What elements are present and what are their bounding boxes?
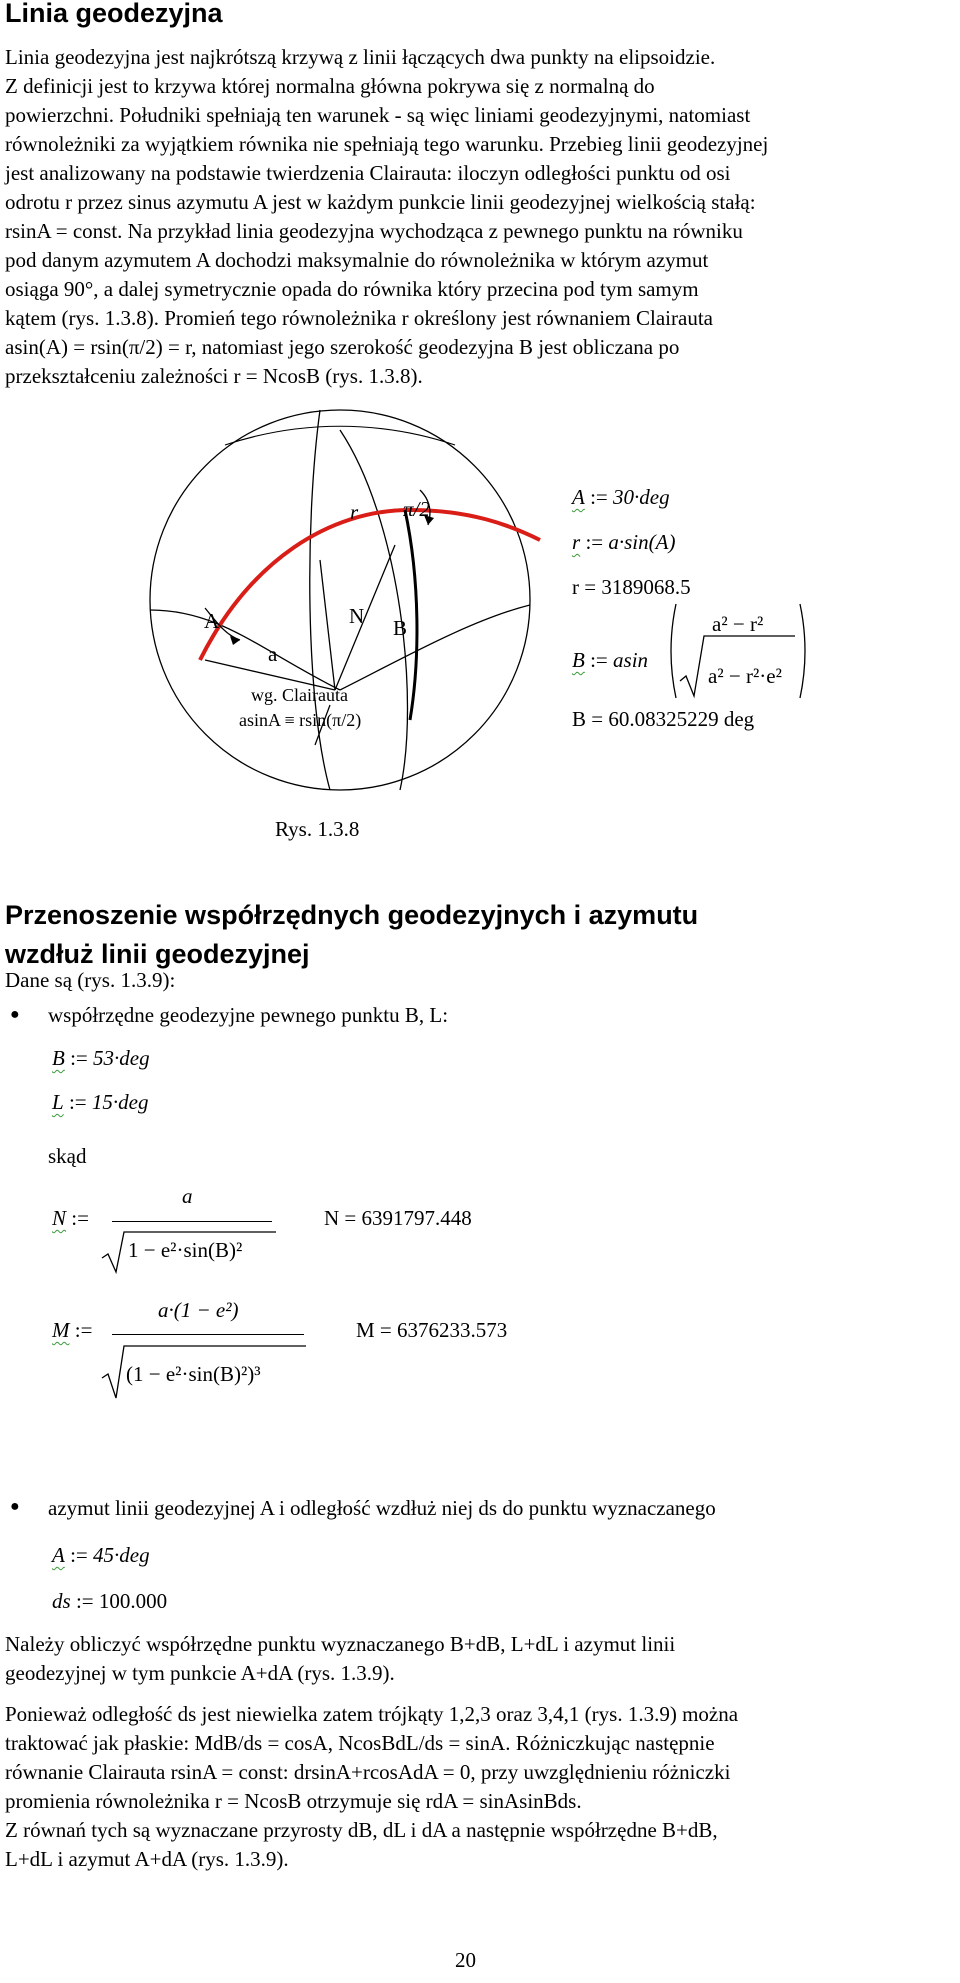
M-numerator: a·(1 − e²) [158, 1298, 239, 1322]
L-assign: L := 15·deg [52, 1090, 149, 1114]
M-denominator: (1 − e²·sin(B)²)³ [126, 1362, 261, 1386]
parallel-r [225, 426, 455, 445]
title-line: wzdłuż linii geodezyjnej [5, 939, 310, 969]
N-result: N = 6391797.448 [324, 1206, 472, 1230]
calc-B-def: B := asin [572, 648, 649, 672]
text-line: Z definicji jest to krzywa której normalna główna pokrywa się z normalną do [5, 74, 655, 98]
M-fraction-bar [112, 1334, 304, 1335]
text-line: L+dL i azymut A+dA (rys. 1.3.9). [5, 1847, 289, 1871]
fig-label-clairaut: wg. Clairauta [251, 685, 348, 705]
bullet-azimuth: azymut linii geodezyjnej A i odległość wzdłuż niej ds do punktu wyznaczanego [48, 1496, 716, 1520]
N-assign: N := [52, 1206, 89, 1230]
var-M: M [52, 1318, 70, 1342]
B-assign: B := 53·deg [52, 1046, 150, 1070]
text-line: traktować jak płaskie: MdB/ds = cosA, NcosBdL/ds = sinA. Różniczkując następnie [5, 1731, 715, 1755]
bullet-dot: ● [10, 1498, 20, 1515]
fig-label-B: B [393, 616, 408, 640]
calc-r-result: r = 3189068.5 [572, 575, 691, 599]
geodesic-curve [200, 510, 540, 660]
fig-label-r: r [350, 500, 359, 524]
fig-label-a: a [268, 642, 278, 666]
calc-B-result: B = 60.08325229 deg [572, 707, 755, 731]
text-line: kątem (rys. 1.3.8). Promień tego równoleżnika r określony jest równaniem Clairauta [5, 306, 713, 330]
M-result: M = 6376233.573 [356, 1318, 508, 1342]
text-line: rsinA = const. Na przykład linia geodezyjna wychodząca z pewnego punktu na równiku [5, 219, 743, 243]
text-line: Linia geodezyjna jest najkrótszą krzywą z linii łączących dwa punkty na elipsoidzie. [5, 45, 716, 69]
text-line: osiąga 90°, a dalej symetrycznie opada do równika który przecina pod tym samym [5, 277, 699, 301]
A-assign: A := 45·deg [52, 1543, 150, 1567]
paragraph-derivation [5, 1700, 955, 1874]
fig-label-A: A [204, 609, 220, 633]
text-line: odrotu r przez sinus azymutu A jest w każdym punkcie linii geodezyjnej wielkością stałą: [5, 190, 756, 214]
text-line: Należy obliczyć współrzędne punktu wyznaczanego B+dB, L+dL i azymut linii [5, 1632, 676, 1656]
val-L: 15·deg [91, 1090, 149, 1114]
val-A: 30·deg [613, 485, 670, 509]
var-B: B [572, 648, 585, 672]
text-line: jest analizowany na podstawie twierdzenia Clairauta: iloczyn odległości punktu od osi [5, 161, 731, 185]
val-r: a·sin(A) [608, 530, 676, 554]
fn-asin: asin [613, 648, 649, 672]
title-line: Przenoszenie współrzędnych geodezyjnych i azymutu [5, 900, 699, 930]
intro-text: Dane są (rys. 1.3.9): [5, 968, 176, 992]
text-line: pod danym azymutem A dochodzi maksymalnie do równoleżnika w którym azymut [5, 248, 709, 272]
var-B: B [52, 1046, 65, 1070]
val-B: 53·deg [93, 1046, 150, 1070]
text-line: równoleżniki za wyjątkiem równika nie spełniają tego warunku. Przebieg linii geodezyjnej [5, 132, 769, 156]
page-number: 20 [455, 1948, 476, 1972]
text-line: równanie Clairauta rsinA = const: drsinA+rcosAdA = 0, przy uwzględnieniu różniczki [5, 1760, 731, 1784]
ds-assign: ds := 100.000 [52, 1589, 168, 1613]
text-line: geodezyjnej w tym punkcie A+dA (rys. 1.3.9). [5, 1661, 395, 1685]
var-r: r [572, 530, 581, 554]
bullet-dot: ● [10, 1006, 20, 1023]
text-line: Z równań tych są wyznaczane przyrosty dB, dL i dA a następnie współrzędne B+dB, [5, 1818, 718, 1842]
text-line: Ponieważ odległość ds jest niewielka zatem trójkąty 1,2,3 oraz 3,4,1 (rys. 1.3.9) można [5, 1702, 739, 1726]
var-ds: ds [52, 1589, 71, 1613]
var-A: A [52, 1543, 65, 1567]
fig-label-clairaut-eq: asinA ≡ rsin(π/2) [239, 710, 362, 730]
skad-text: skąd [48, 1144, 87, 1168]
sphere-outline [150, 410, 530, 790]
val-ds: 100.000 [98, 1589, 168, 1613]
var-A: A [572, 485, 585, 509]
bullet-coords: współrzędne geodezyjne pewnego punktu B, L: [48, 1003, 449, 1027]
N-numerator: a [182, 1184, 193, 1208]
M-assign: M := [52, 1318, 93, 1342]
fig-label-N: N [349, 604, 365, 628]
N-denominator: 1 − e²·sin(B)² [128, 1238, 243, 1262]
B-denominator: a² − r²·e² [708, 664, 782, 688]
val-A: 45·deg [93, 1543, 150, 1567]
line-to-top [320, 560, 335, 690]
paragraph-task [5, 1630, 955, 1688]
normal-n-line [335, 545, 395, 690]
fig-label-pi2: π/2 [403, 497, 430, 521]
section-title-linia-geodezyjna: Linia geodezyjna [5, 0, 223, 28]
text-line: przekształceniu zależności r = NcosB (rys. 1.3.8). [5, 364, 423, 388]
text-line: promienia równoleżnika r = NcosB otrzymuje się rdA = sinAsinBds. [5, 1789, 582, 1813]
section-title-przenoszenie [5, 896, 905, 974]
var-L: L [52, 1090, 64, 1114]
calc-r-def: r := a·sin(A) [572, 530, 676, 554]
figure-caption: Rys. 1.3.8 [275, 817, 360, 841]
N-fraction-bar [112, 1221, 272, 1222]
text-line: asin(A) = rsin(π/2) = r, natomiast jego szerokość geodezyjna B jest obliczana po [5, 335, 680, 359]
calc-A-def: A := 30·deg [572, 485, 670, 509]
var-N: N [52, 1206, 67, 1230]
B-numerator: a² − r² [712, 612, 764, 636]
text-line: powierzchni. Południki spełniają ten warunek - są więc liniami geodezyjnymi, natomiast [5, 103, 751, 127]
